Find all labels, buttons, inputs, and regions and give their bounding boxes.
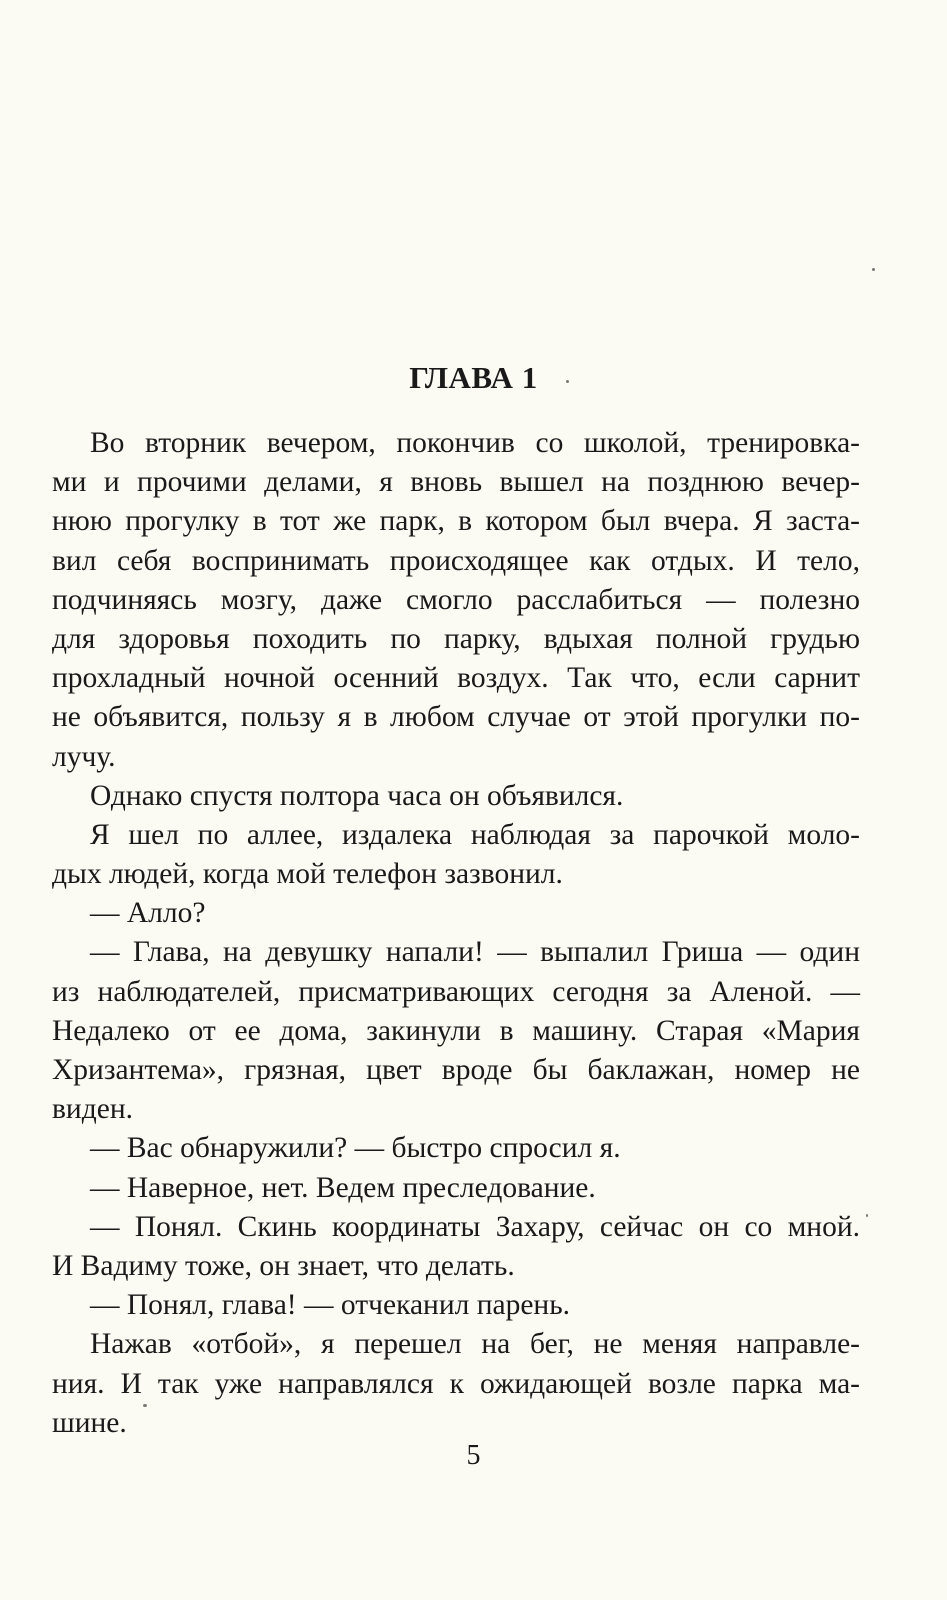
text-line: Во вторник вечером, покончив со школой, тренировка- xyxy=(90,427,860,459)
text-line: — Глава, на девушку напали! — выпалил Гриша — один xyxy=(90,936,860,969)
text-line: — Понял. Скинь координаты Захару, сейчас он со мной. xyxy=(90,1210,860,1243)
text-line: нюю прогулку в тот же парк, в котором был вчера. Я заста- xyxy=(52,505,860,538)
text-line: лучу. xyxy=(52,740,116,773)
scan-speck xyxy=(143,1404,147,1407)
text-line: шине. xyxy=(52,1406,127,1439)
text-line: Я шел по аллее, издалека наблюдая за парочкой моло- xyxy=(90,818,860,851)
text-line: Однако спустя полтора часа он объявился. xyxy=(90,779,624,812)
text-line: ния. И так уже направлялся к ожидающей возле парка ма- xyxy=(52,1367,860,1400)
text-line: дых людей, когда мой телефон зазвонил. xyxy=(52,858,563,891)
text-line: — Вас обнаружили? — быстро спросил я. xyxy=(90,1132,621,1165)
scan-speck xyxy=(872,268,875,271)
text-line: ми и прочими делами, я вновь вышел на позднюю вечер- xyxy=(52,466,860,499)
scan-speck xyxy=(566,380,569,383)
chapter-title: ГЛАВА 1 xyxy=(409,360,538,395)
text-line: прохладный ночной осенний воздух. Так что, если сарнит xyxy=(52,662,860,695)
text-line: из наблюдателей, присматривающих сегодня за Аленой. — xyxy=(52,975,860,1008)
text-line: для здоровья походить по парку, вдыхая полной грудью xyxy=(52,622,860,655)
text-line: Хризантема», грязная, цвет вроде бы баклажан, номер не xyxy=(52,1054,860,1086)
scan-speck xyxy=(866,1214,868,1217)
text-line: Нажав «отбой», я перешел на бег, не меняя направле- xyxy=(90,1328,860,1361)
text-line: виден. xyxy=(52,1093,133,1126)
text-line: Недалеко от ее дома, закинули в машину. Старая «Мария xyxy=(52,1014,860,1047)
text-line: подчиняясь мозгу, даже смогло расслабиться — полезно xyxy=(52,583,860,616)
text-line: И Вадиму тоже, он знает, что делать. xyxy=(52,1249,515,1282)
text-line: не объявится, пользу я в любом случае от этой прогулки по- xyxy=(52,701,860,734)
text-line: вил себя воспринимать происходящее как отдых. И тело, xyxy=(52,544,860,577)
text-line: — Понял, глава! — отчеканил парень. xyxy=(90,1289,571,1322)
chapter-text xyxy=(52,424,860,1443)
page-number: 5 xyxy=(466,1440,481,1471)
text-line: — Наверное, нет. Ведем преследование. xyxy=(90,1171,596,1204)
text-line: — Алло? xyxy=(90,897,206,930)
